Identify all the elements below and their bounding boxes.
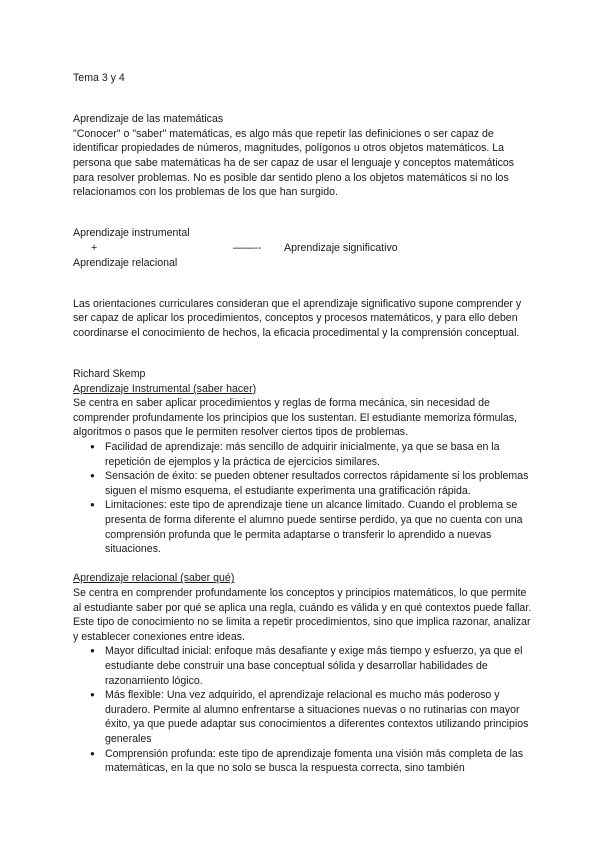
section-paragraph-conocer-saber: "Conocer" o "saber" matemáticas, es algo más que repetir las definiciones o ser capaz de identificar propiedades de números, magnitudes, polígonos u otros objetos matemáticos. La persona que sabe matemáticas ha de ser capaz de usar el lenguaje y conceptos matemáticos para resolver problemas. No es posible dar sentido pleno a los objetos matemáticos si no los relacionamos con los problemas de los que han surgido. [73,127,515,199]
scheme-arrow: ——-- [233,241,262,254]
section-heading-aprendizaje-matematicas: Aprendizaje de las matemáticas [73,113,224,126]
list-item: ● Comprensión profunda: este tipo de aprendizaje fomenta una visión más completa de las matemáticas, en la que no solo se busca la respuesta correcta, sino también [87,747,533,776]
document-title: Tema 3 y 4 [73,72,125,84]
relacional-bullet-list [87,644,533,775]
orientaciones-paragraph: Las orientaciones curriculares consideran que el aprendizaje significativo supone comprender y ser capaz de aplicar los procedimientos, conceptos y procesos matemáticos, y para ello deben coordinarse el conocimiento de hechos, la eficacia procedimental y la comprensión conceptual. [73,297,522,339]
learning-scheme [73,226,533,270]
relacional-heading: Aprendizaje relacional (saber qué) [73,572,235,585]
instrumental-intro: Se centra en saber aplicar procedimientos y reglas de forma mecánica, sin necesidad de comprender profundamente los principios que los sustentan. El estudiante memoriza fórmulas, algoritmos o pasos que le permiten resolver ciertos tipos de problemas. [73,397,517,439]
document-content [73,71,533,776]
list-item: ● Sensación de éxito: se pueden obtener resultados correctos rápidamente si los problemas siguen el mismo esquema, el estudiante experimenta una gratificación rápida. [87,469,533,498]
instrumental-heading: Aprendizaje Instrumental (saber hacer) [73,382,257,395]
relacional-intro: Se centra en comprender profundamente los conceptos y principios matemáticos, lo que permite al estudiante saber por qué se aplica una regla, cuándo es válida y en qué contextos puede fallar. Este tipo de conocimiento no se limita a repetir procedimientos, sino que implica razonar, analizar y establecer conexiones entre ideas. [73,587,532,643]
author-name: Richard Skemp [73,368,146,381]
list-item: ● Mayor dificultad inicial: enfoque más desafiante y exige más tiempo y esfuerzo, ya que el estudiante debe construir una base conceptual sólida y desarrollar habilidades de razonamiento lógico. [87,644,533,688]
scheme-left-bottom: Aprendizaje relacional [73,256,178,269]
scheme-plus: + [91,241,98,254]
list-item: ● Facilidad de aprendizaje: más sencillo de adquirir inicialmente, ya que se basa en la repetición de ejemplos y la práctica de ejercicios similares. [87,440,533,469]
list-item: ● Limitaciones: este tipo de aprendizaje tiene un alcance limitado. Cuando el problema se presenta de forma diferente el alumno puede sentirse perdido, ya que no cuenta con una comprensión profunda que le permita adaptarse o transferir lo aprendido a nuevas situaciones. [87,498,533,556]
scheme-left-top: Aprendizaje instrumental [73,227,190,240]
scheme-right: Aprendizaje significativo [284,241,398,254]
list-item: ● Más flexible: Una vez adquirido, el aprendizaje relacional es mucho más poderoso y duradero. Permite al alumno enfrentarse a situaciones nuevas o no rutinarias con mayor éxito, ya que puede adaptar sus conocimientos a diferentes contextos utilizando principios generales [87,688,533,746]
instrumental-bullet-list [87,440,533,557]
